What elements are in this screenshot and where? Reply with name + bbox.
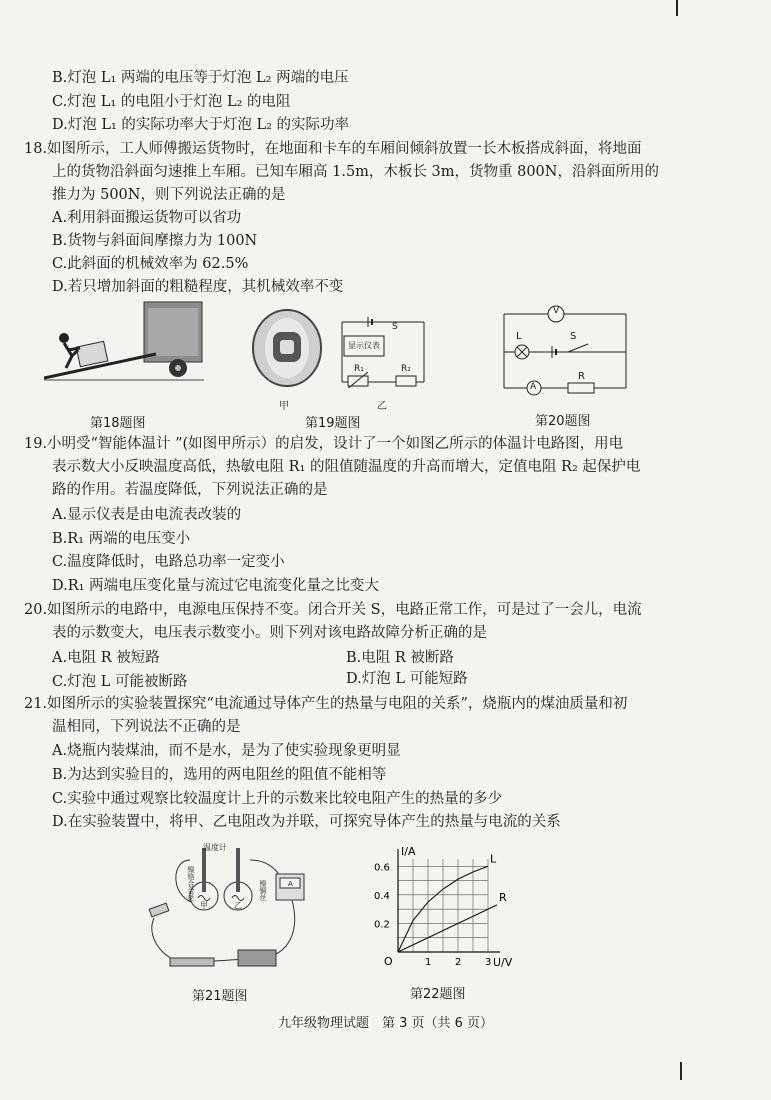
figure-19-label-r2: R₂ (401, 364, 411, 374)
series-label-L: L (490, 852, 497, 866)
y-tick-label: 0.2 (374, 919, 390, 931)
q20-option-a: A.电阻 R 被短路 (52, 650, 160, 666)
q21-option-b: B.为达到实验目的，选用的两电阻丝的阻值不能相等 (52, 767, 387, 783)
q20-option-c: C.灯泡 L 可能被断路 (52, 674, 188, 690)
q19-stem-line2: 表示数大小反映温度高低，热敏电阻 R₁ 的阻值随温度的升高而增大，定值电阻 R₂ 起保护电 (52, 459, 641, 475)
q17-option-d: D.灯泡 L₁ 的实际功率大于灯泡 L₂ 的实际功率 (52, 117, 350, 133)
q18-option-a: A.利用斜面搬运货物可以省功 (52, 210, 242, 226)
figure-20-circuit (496, 302, 634, 398)
q19-stem-line3: 路的作用。若温度降低，下列说法正确的是 (52, 482, 328, 498)
figure-21-label-thermometer: 温度计 (203, 843, 227, 852)
x-tick-label: 1 (425, 957, 432, 968)
figure-19-label-r1: R₁ (354, 364, 364, 374)
page-footer: 九年级物理试题 第 3 页（共 6 页） (277, 1016, 494, 1031)
chart-grid (398, 849, 500, 952)
figure-18-caption: 第18题图 (90, 416, 146, 431)
figure-20-label-v: V (553, 306, 560, 316)
q18-option-d: D.若只增加斜面的粗糙程度，其机械效率不变 (52, 279, 344, 295)
y-axis-label: I/A (401, 845, 416, 859)
figure-20-label-s: S (570, 331, 577, 342)
x-tick-label: 2 (455, 957, 462, 968)
figure-20-label-r: R (578, 371, 585, 382)
q21-stem-line1: 21.如图所示的实验装置探究“电流通过导体产生的热量与电阻的关系”，烧瓶内的煤油质量和初 (24, 696, 628, 712)
q20-option-d: D.灯泡 L 可能短路 (346, 671, 468, 687)
q18-option-c: C.此斜面的机械效率为 62.5% (52, 256, 249, 272)
scan-edge-mark-top (676, 0, 678, 16)
figure-21-label-wire1: 镍铬合金丝 (187, 866, 195, 901)
y-tick-label: 0.4 (374, 890, 390, 902)
figure-19-label-yi: 乙 (377, 401, 387, 412)
figure-18-truck-ramp (44, 298, 204, 384)
figure-19-caption: 第19题图 (305, 416, 361, 431)
x-axis-label: U/V (493, 956, 513, 969)
q19-option-a: A.显示仪表是由电流表改装的 (52, 507, 242, 523)
figure-21-label-jia: 甲 (200, 901, 208, 910)
y-tick-label: 0.6 (374, 862, 390, 874)
figure-19-label-s: S (392, 322, 398, 332)
figure-20-label-l: L (516, 331, 522, 342)
q17-option-b: B.灯泡 L₁ 两端的电压等于灯泡 L₂ 两端的电压 (52, 70, 349, 86)
figure-21-label-wire2: 镍铜丝 (259, 880, 267, 901)
q21-option-c: C.实验中通过观察比较温度计上升的示数来比较电阻产生的热量的多少 (52, 791, 503, 807)
q19-option-b: B.R₁ 两端的电压变小 (52, 531, 191, 547)
q18-option-b: B.货物与斜面间摩擦力为 100N (52, 233, 258, 249)
figure-22-caption: 第22题图 (410, 987, 466, 1002)
x-tick-label: 3 (485, 957, 492, 968)
figure-22-iu-chart (370, 836, 530, 972)
scan-edge-mark-bottom (680, 1062, 682, 1080)
q19-option-d: D.R₁ 两端电压变化量与流过它电流变化量之比变大 (52, 578, 380, 594)
figure-19-label-jia: 甲 (279, 401, 289, 412)
q17-option-c: C.灯泡 L₁ 的电阻小于灯泡 L₂ 的电阻 (52, 94, 291, 110)
q20-stem-line1: 20.如图所示的电路中，电源电压保持不变。闭合开关 S，电路正常工作，可是过了一会儿，电流 (24, 602, 642, 618)
q19-option-c: C.温度降低时，电路总功率一定变小 (52, 554, 285, 570)
q20-option-b: B.电阻 R 被断路 (346, 650, 454, 666)
figure-21-meter-label: A (288, 880, 293, 888)
figure-21-apparatus (140, 840, 310, 980)
figure-19-meter-label: 显示仪表 (348, 341, 380, 350)
q21-option-d: D.在实验装置中，将甲、乙电阻改为并联，可探究导体产生的热量与电流的关系 (52, 814, 561, 830)
figure-19-yi-circuit (338, 314, 428, 388)
q18-stem-line2: 上的货物沿斜面匀速推上车厢。已知车厢高 1.5m，木板长 3m，货物重 800N，沿斜面所用的 (52, 164, 659, 180)
q21-option-a: A.烧瓶内装煤油，而不是水，是为了使实验现象更明显 (52, 743, 401, 759)
figure-19-jia-watch (247, 304, 327, 396)
q18-stem-line1: 18.如图所示，工人师傅搬运货物时，在地面和卡车的车厢间倾斜放置一长木板搭成斜面，将地面 (24, 141, 642, 157)
figure-20-caption: 第20题图 (535, 414, 591, 429)
q18-stem-line3: 推力为 500N，则下列说法正确的是 (52, 187, 286, 203)
q21-stem-line2: 温相同，下列说法不正确的是 (52, 719, 241, 735)
origin-label: O (384, 955, 393, 968)
series-label-R: R (499, 890, 507, 904)
q19-stem-line1: 19.小明受“智能体温计 ”(如图甲所示）的启发，设计了一个如图乙所示的体温计电路图，用电 (24, 436, 624, 452)
q20-stem-line2: 表的示数变大，电压表示数变小。则下列对该电路故障分析正确的是 (52, 625, 487, 641)
figure-21-caption: 第21题图 (192, 989, 248, 1004)
figure-21-label-yi: 乙 (234, 901, 242, 910)
figure-20-label-a: A (530, 382, 537, 392)
